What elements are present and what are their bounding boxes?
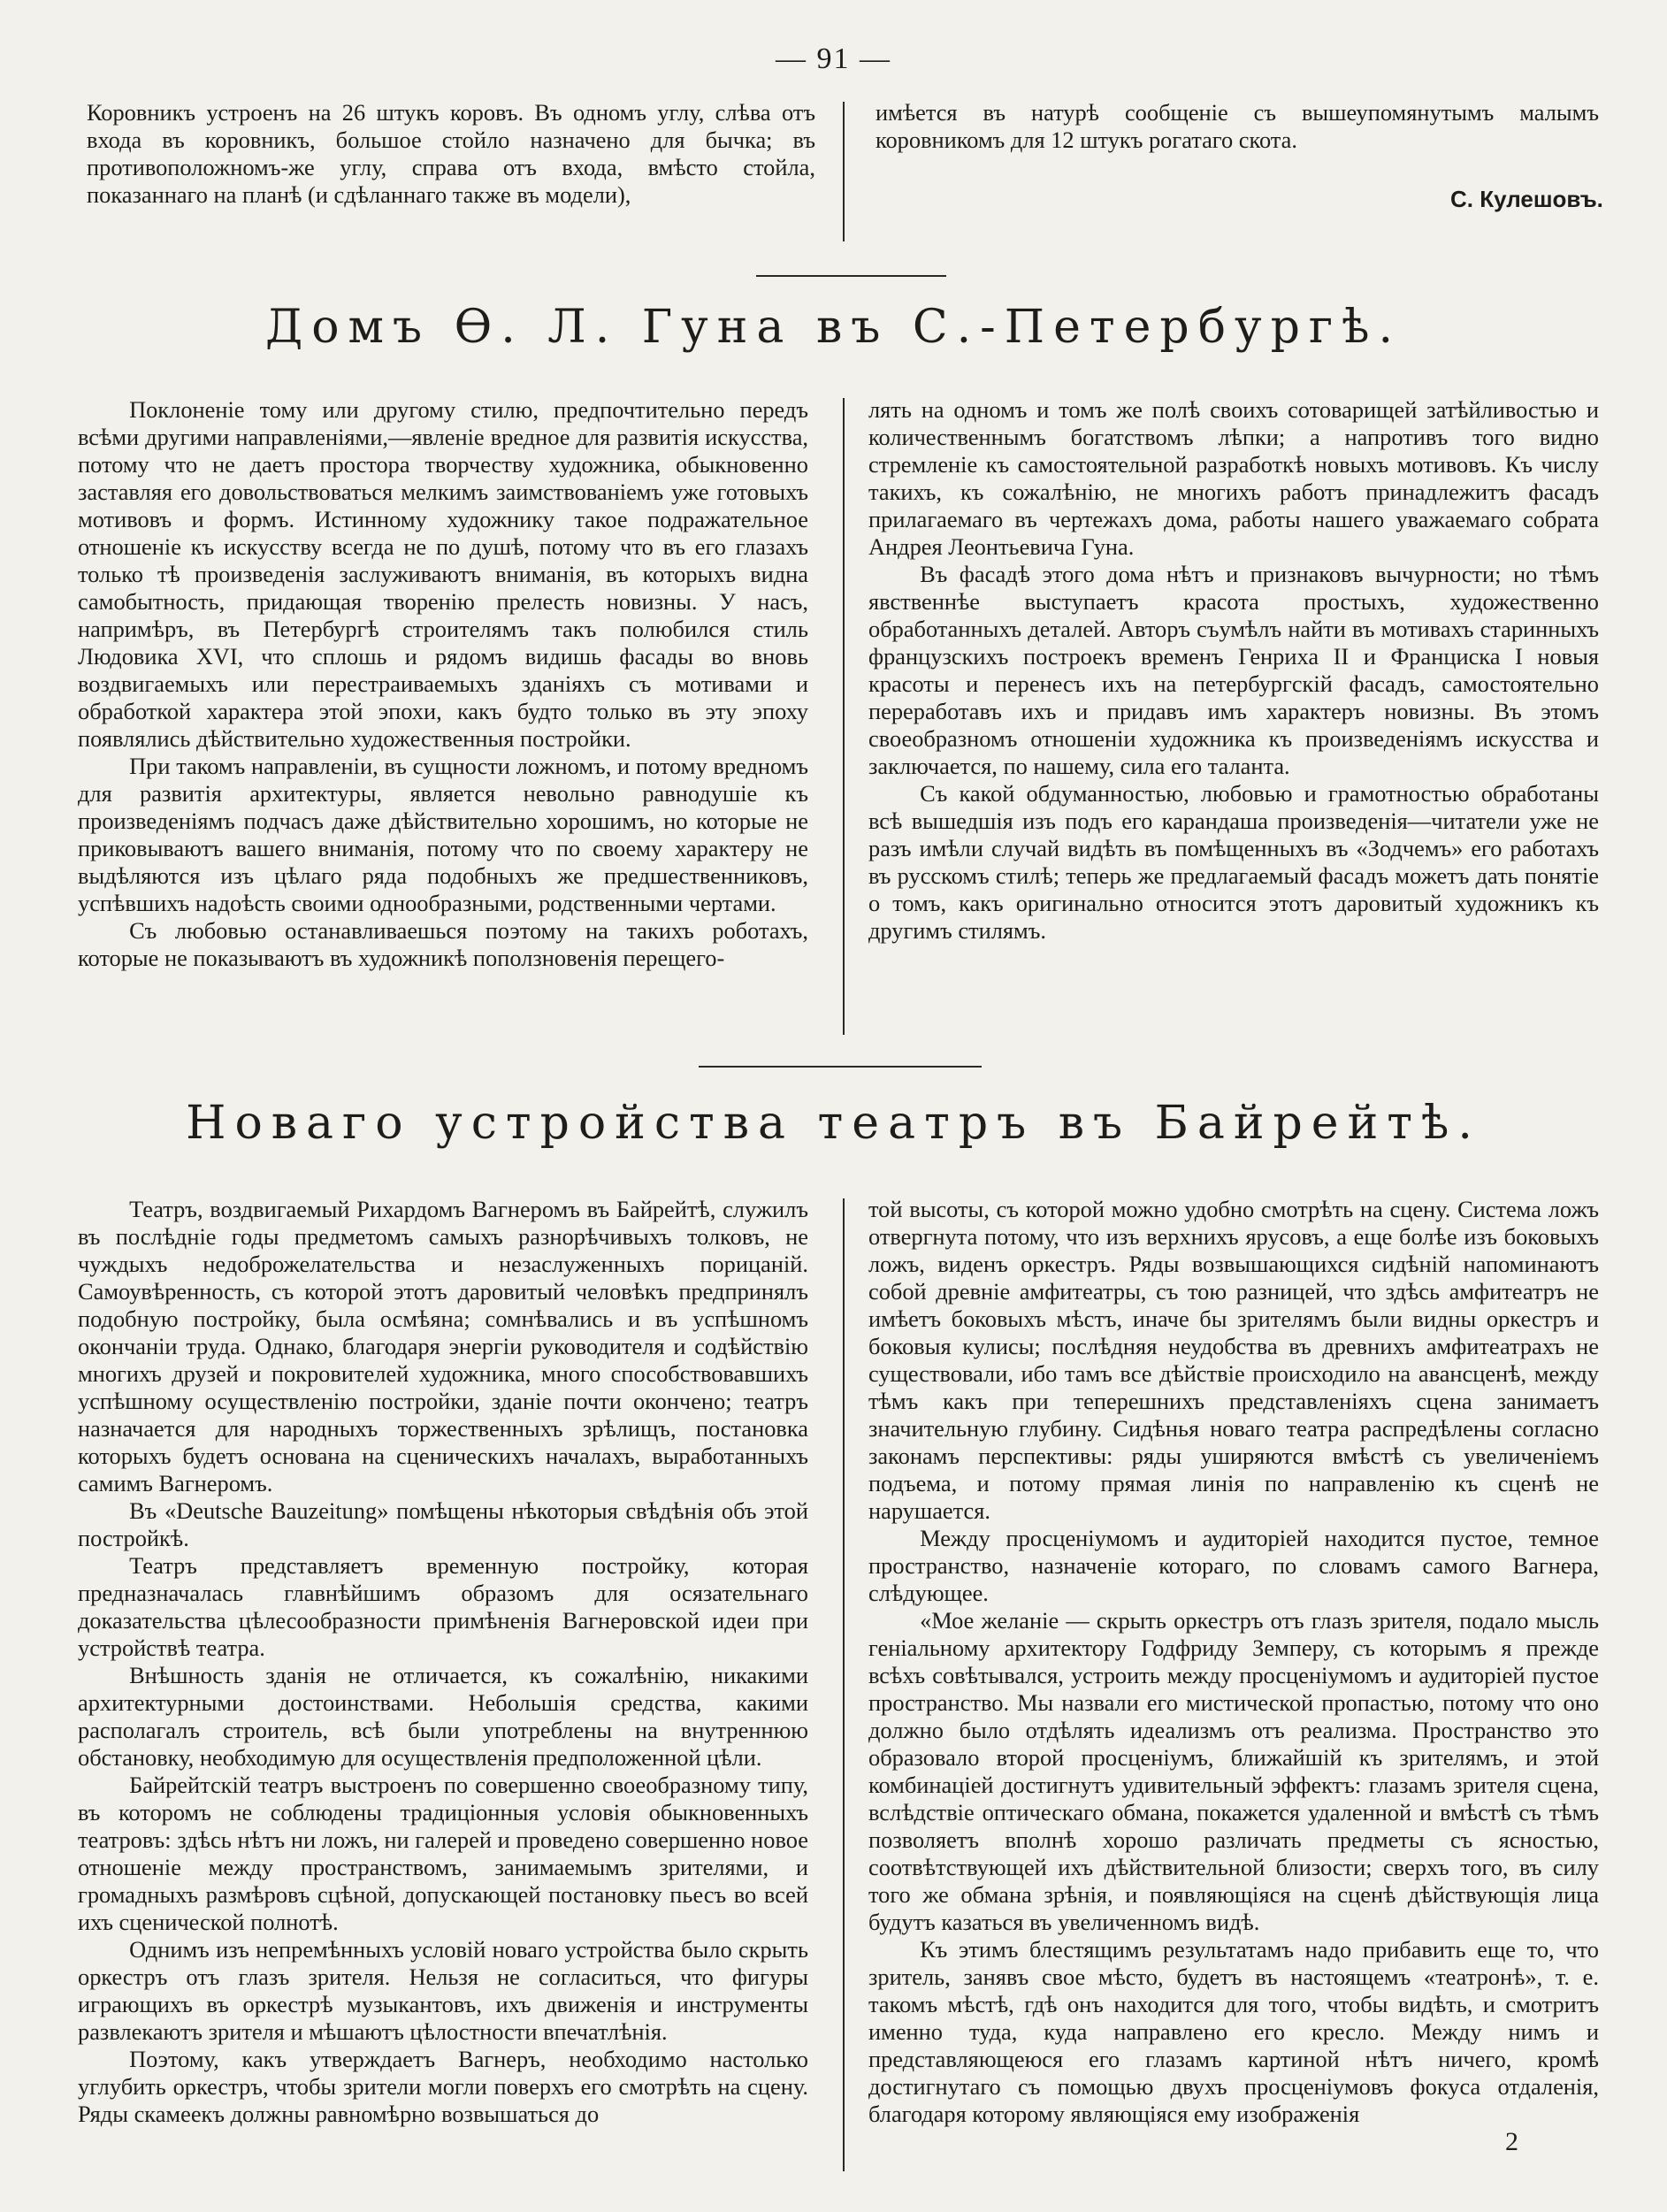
article1-title: Домъ Ѳ. Л. Гуна въ С.-Петербургѣ. <box>264 301 1403 354</box>
article2-left-paragraph: Однимъ изъ непремѣнныхъ условій новаго устройства было скрыть оркестръ отъ глазъ зрителя. Нельзя не согласиться, что фигуры играющихъ въ оркестрѣ музыкантовъ, ихъ движенія и инструменты развлекаютъ зрителя и мѣшаютъ цѣлостности впечатлѣнія. <box>78 1936 808 2045</box>
intro-left-text: Коровникъ устроенъ на 26 штукъ коровъ. Въ одномъ углу, слѣва отъ входа въ коровникъ, большое стойло назначено для бычка; въ противоположномъ-же углу, справа отъ входа, вмѣсто стойла, показаннаго на планѣ (и сдѣланнаго также въ модели), <box>87 99 815 208</box>
article1-column-divider <box>843 398 845 1035</box>
article2-title: Новаго устройства театръ въ Байрейтѣ. <box>186 1097 1481 1150</box>
page-number: — 91 — <box>776 42 891 75</box>
article1-right-paragraph: Съ какой обдуманностью, любовью и грамотностью обработаны всѣ вышедшія изъ подъ его карандаша произведенія—читатели уже не разъ имѣли случай видѣть въ помѣщенныхъ въ «Зодчемъ» его работахъ въ русскомъ стилѣ; теперь же предлагаемый фасадъ можетъ дать понятіе о томъ, какъ оригинально относится этотъ даровитый художникъ къ другимъ стилямъ. <box>868 780 1599 944</box>
intro-right-text: имѣется въ натурѣ сообщеніе съ вышеупомянутымъ малымъ коровникомъ для 12 штукъ рогатаго скота. <box>876 99 1599 153</box>
article1-left-paragraph: Съ любовью останавливаешься поэтому на такихъ роботахъ, которые не показываютъ въ художникѣ поползновенія перещего- <box>78 917 808 971</box>
intro-right-column <box>876 99 1599 154</box>
article2-left-paragraph: Байрейтскій театръ выстроенъ по совершенно своеобразному типу, въ которомъ не соблюдены традиціонныя условія обыкновенныхъ театровъ: здѣсь нѣтъ ни ложъ, ни галерей и проведено совершенно новое отношеніе между пространствомъ, занимаемымъ зрителями, и громадныхъ размѣровъ сцѣной, допускающей постановку пьесъ во всей ихъ сценической полнотѣ. <box>78 1772 808 1935</box>
article2-right-paragraph: «Мое желаніе — скрыть оркестръ отъ глазъ зрителя, подало мысль геніальному архитектору Годфриду Земперу, съ которымъ я прежде всѣхъ совѣтывался, устроить между просценіумомъ и аудиторіей пустое пространство. Мы назвали его мистической пропастью, потому что оно должно было отдѣлять идеализмъ отъ реализма. Пространство это образовало второй просценіумъ, ближайшій къ зрителямъ, и этой комбинаціей достигнутъ удивительный эффектъ: глазамъ зрителя сцена, вслѣдствіе оптическаго обмана, покажется удаленной и вмѣстѣ съ тѣмъ позволяетъ вполнѣ хорошо различать предметы съ ясностью, соотвѣтствующей ихъ дѣйствительной близости; сверхъ того, въ силу того же обмана зрѣнія, и появляющіяся на сценѣ дѣйствующія лица будутъ казаться въ увеличенномъ видѣ. <box>868 1607 1599 1935</box>
signature: С. Кулешовъ. <box>1450 186 1603 212</box>
article2-left-paragraph: Внѣшность зданія не отличается, къ сожалѣнію, никакими архитектурными достоинствами. Небольшія средства, какими располагалъ строитель, всѣ были употреблены на внутреннюю обстановку, необходимую для осуществленія предположенной цѣли. <box>78 1662 808 1771</box>
section-divider-2 <box>699 1066 982 1068</box>
article2-right-paragraph: Къ этимъ блестящимъ результатамъ надо прибавить еще то, что зритель, занявъ свое мѣсто, будетъ въ настоящемъ «театронѣ», т. е. такомъ мѣстѣ, гдѣ онъ находится для того, чтобы видѣть, и смотритъ именно туда, куда направлено его кресло. Между нимъ и представляющеюся его глазамъ картиной нѣтъ ничего, кромѣ достигнутаго съ помощью двухъ просценіумовъ фокуса отдаленія, благодаря которому являющіяся ему изображенія <box>868 1936 1599 2127</box>
article2-left-paragraph: Театръ, воздвигаемый Рихардомъ Вагнеромъ въ Байрейтѣ, служилъ въ послѣдніе годы предметомъ самыхъ разнорѣчивыхъ толковъ, не чуждыхъ недоброжелательства и незаслуженныхъ порицаній. Самоувѣренность, съ которой этотъ даровитый человѣкъ предпринялъ подобную постройку, была осмѣяна; сомнѣвались и въ успѣшномъ окончаніи труда. Однако, благодаря энергіи руководителя и содѣйствію многихъ друзей и покровителей художника, много способствовавшихъ успѣшному осуществленію постройки, зданіе почти окончено; театръ назначается для народныхъ торжественныхъ зрѣлищъ, постановка которыхъ будетъ основана на сценическихъ началахъ, выработанныхъ самимъ Вагнеромъ. <box>78 1196 808 1496</box>
section-divider-1 <box>756 275 946 277</box>
article2-left-paragraph: Театръ представляетъ временную постройку, которая предназначалась главнѣйшимъ образомъ для осязательнаго доказательства цѣлесообразности примѣненія Вагнеровской идеи при устройствѣ театра. <box>78 1552 808 1661</box>
article2-left-paragraph: Поэтому, какъ утверждаетъ Вагнеръ, необходимо настолько углубить оркестръ, чтобы зрители могли поверхъ его смотрѣть на сцену. Ряды скамеекъ должны равномѣрно возвышаться до <box>78 2046 808 2127</box>
article2-right-paragraph: той высоты, съ которой можно удобно смотрѣть на сцену. Система ложъ отвергнута потому, что изъ верхнихъ ярусовъ, а еще болѣе изъ боковыхъ ложъ, виденъ оркестръ. Ряды возвышающихся сидѣній напоминаютъ собой древніе амфитеатры, съ тою разницей, что здѣсь амфитеатръ не имѣетъ боковыхъ мѣстъ, иначе бы зрителямъ были видны оркестръ и боковыя кулисы; послѣдняя неудобства въ древнихъ амфитеатрахъ не существовали, ибо тамъ все дѣйствіе происходило на авансценѣ, между тѣмъ какъ при теперешнихъ представленіяхъ сцена занимаетъ значительную глубину. Сидѣнья новаго театра распредѣлены согласно законамъ перспективы: ряды уширяются вмѣстѣ съ увеличеніемъ подъема, и потому прямая линія по направленію къ сценѣ не нарушается. <box>868 1196 1599 1524</box>
article2-left-paragraph: Въ «Deutsche Bauzeitung» помѣщены нѣкоторыя свѣдѣнія объ этой постройкѣ. <box>78 1497 808 1551</box>
article2-right-column <box>868 1196 1599 2128</box>
signature-mark-number: 2 <box>1505 2127 1518 2156</box>
intro-left-column <box>87 99 815 209</box>
article1-right-paragraph: Въ фасадѣ этого дома нѣтъ и признаковъ вычурности; но тѣмъ явственнѣе выступаетъ красота простыхъ, художественно обработанныхъ деталей. Авторъ съумѣлъ найти въ мотивахъ старинныхъ французскихъ построекъ временъ Генриха II и Франциска I новыя красоты и перенесъ ихъ на петербургскій фасадъ, самостоятельно переработавъ ихъ и придавъ имъ характеръ новизны. Въ этомъ своеобразномъ отношеніи художника къ произведеніямъ искусства и заключается, по нашему, сила его таланта. <box>868 561 1599 779</box>
article2-column-divider <box>843 1198 845 2171</box>
article1-right-column <box>868 396 1599 945</box>
intro-column-divider <box>843 102 845 241</box>
article2-left-column <box>78 1196 808 2128</box>
article1-left-paragraph: Поклоненіе тому или другому стилю, предпочтительно передъ всѣми другими направленіями,—явленіе вредное для развитія искусства, потому что не даетъ простора творчеству художника, обыкновенно заставляя его довольствоваться мелкимъ заимствованіемъ уже готовыхъ мотивовъ и формъ. Истинному художнику такое подражательное отношеніе къ искусству всегда не по душѣ, потому что въ его глазахъ только тѣ произведенія заслуживаютъ вниманія, въ которыхъ видна самобытность, придающая творенію прелесть новизны. У насъ, напримѣръ, въ Петербургѣ строителямъ такъ полюбился стиль Людовика XVI, что сплошь и рядомъ видишь фасады во вновь воздвигаемыхъ или перестраиваемыхъ зданіяхъ съ мотивами и обработкой характера этой эпохи, какъ будто только въ эту эпоху появлялись дѣйствительно художественныя постройки. <box>78 396 808 752</box>
article1-right-paragraph: лять на одномъ и томъ же полѣ своихъ сотоварищей затѣйливостью и количественнымъ богатствомъ лѣпки; а напротивъ того видно стремленіе къ самостоятельной разработкѣ новыхъ мотивовъ. Къ числу такихъ, къ сожалѣнію, не многихъ работъ принадлежитъ фасадъ прилагаемаго въ чертежахъ дома, работы нашего уважаемаго собрата Андрея Леонтьевича Гуна. <box>868 396 1599 560</box>
article1-left-paragraph: При такомъ направленіи, въ сущности ложномъ, и потому вредномъ для развитія архитектуры, является невольно равнодушіе къ произведеніямъ подчасъ даже дѣйствительно хорошимъ, но которые не приковываютъ вашего вниманія, потому что по своему характеру не выдѣляются изъ цѣлаго ряда подобныхъ же предшественниковъ, успѣвшихъ надоѣсть своими однообразными, родственными чертами. <box>78 753 808 916</box>
article2-right-paragraph: Между просценіумомъ и аудиторіей находится пустое, темное пространство, назначеніе котораго, по словамъ самого Вагнера, слѣдующее. <box>868 1525 1599 1606</box>
article1-left-column <box>78 396 808 972</box>
